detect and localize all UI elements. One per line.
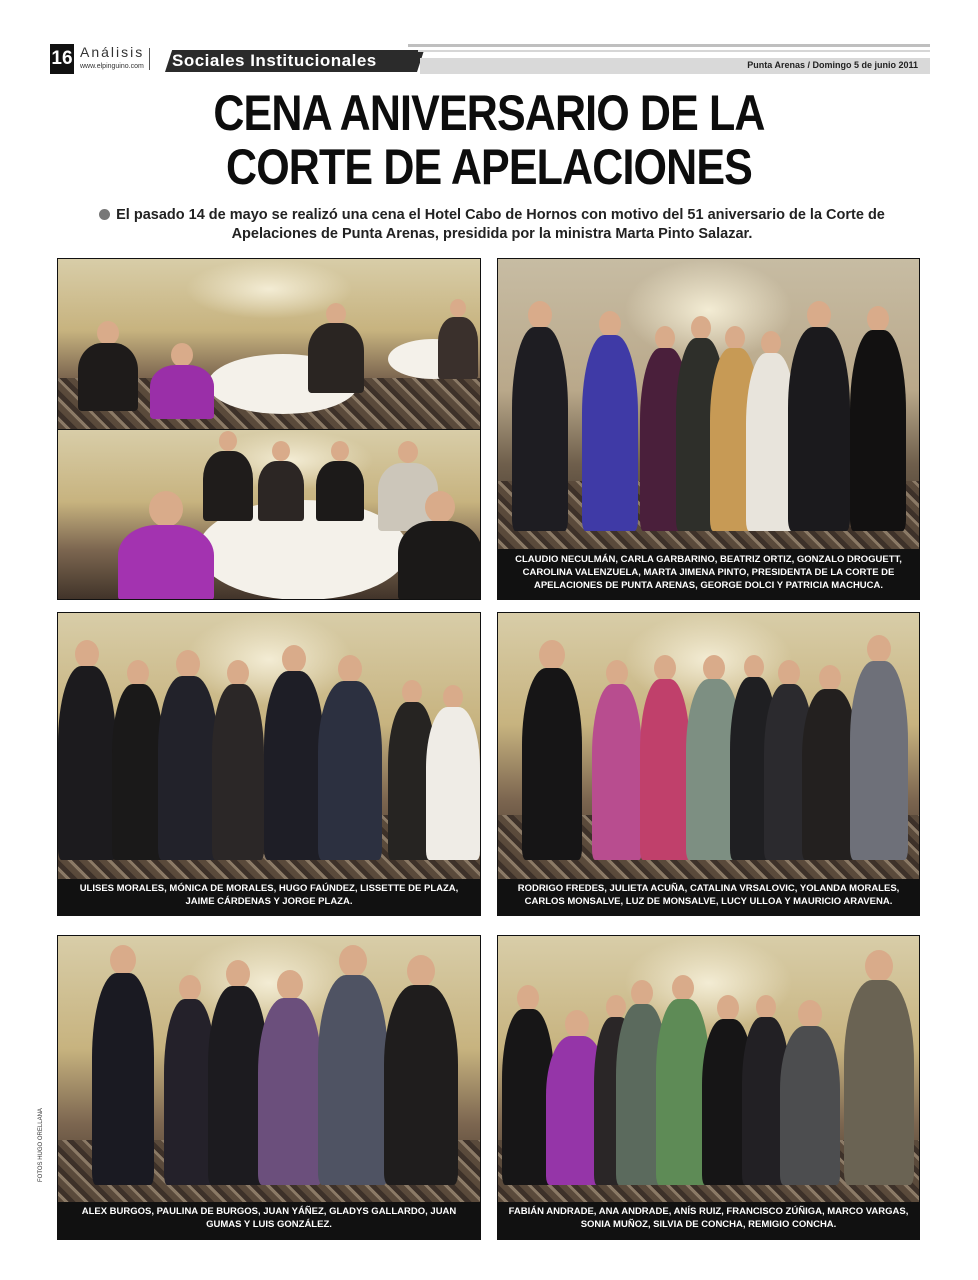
photo-group-burgos-gonzalez [57, 935, 481, 1240]
photo-dinner-top [58, 259, 480, 429]
headline-line-2: CORTE DE APELACIONES [226, 139, 752, 195]
photo-dinner-bottom [58, 430, 480, 600]
brand-url: www.elpinguino.com [80, 63, 144, 70]
issue-date: Punta Arenas / Domingo 5 de junio 2011 [747, 60, 918, 70]
lead-text: El pasado 14 de mayo se realizó una cena el Hotel Cabo de Hornos con motivo del 51 aniversario de la Corte de Apelaciones de Punta Arenas, presidida por la ministra Marta Pinto Salazar. [116, 207, 885, 242]
photo-caption: RODRIGO FREDES, JULIETA ACUÑA, CATALINA VRSALOVIC, YOLANDA MORALES, CARLOS MONSALVE, LUZ DE MONSALVE, LUCY ULLOA Y MAURICIO ARAVENA. [498, 879, 919, 915]
photo-caption: FABIÁN ANDRADE, ANA ANDRADE, ANÍS RUIZ, FRANCISCO ZÚÑIGA, MARCO VARGAS, SONIA MUÑOZ, SILVIA DE CONCHA, REMIGIO CONCHA. [498, 1202, 919, 1239]
section-title: Sociales Institucionales [172, 51, 377, 70]
photo-caption: CLAUDIO NECULMÁN, CARLA GARBARINO, BEATRIZ ORTIZ, GONZALO DROGUETT, CAROLINA VALENZUELA, MARTA JIMENA PINTO, PRESIDENTA DE LA CORTE DE APELACIONES DE PUNTA ARENAS, GEORGE DOLCI Y PATRICIA MACHUCA. [498, 549, 919, 599]
photo-caption: ULISES MORALES, MÓNICA DE MORALES, HUGO FAÚNDEZ, LISSETTE DE PLAZA, JAIME CÁRDENAS Y JORGE PLAZA. [58, 879, 480, 915]
publication-logo [80, 44, 146, 78]
photo-group-morales-plaza [57, 612, 481, 916]
logo-divider [149, 48, 150, 70]
photo-group-court-president [497, 258, 920, 600]
photo-group-andrade-concha [497, 935, 920, 1240]
page-number: 16 [50, 44, 74, 74]
photo-credit: FOTOS HUGO ORELLANA [38, 1108, 44, 1182]
lead-paragraph [62, 206, 922, 244]
bullet-icon [99, 209, 110, 220]
photo-caption: ALEX BURGOS, PAULINA DE BURGOS, JUAN YÁÑEZ, GLADYS GALLARDO, JUAN GUMAS Y LUIS GONZÁLEZ. [58, 1202, 480, 1239]
brand-name: Análisis [80, 44, 145, 60]
header-rule-secondary [418, 50, 930, 52]
photo-dinner [57, 258, 481, 600]
headline-line-1: CENA ANIVERSARIO DE LA [213, 85, 765, 141]
header-rule [408, 44, 930, 47]
photo-group-fredes-aravena [497, 612, 920, 916]
